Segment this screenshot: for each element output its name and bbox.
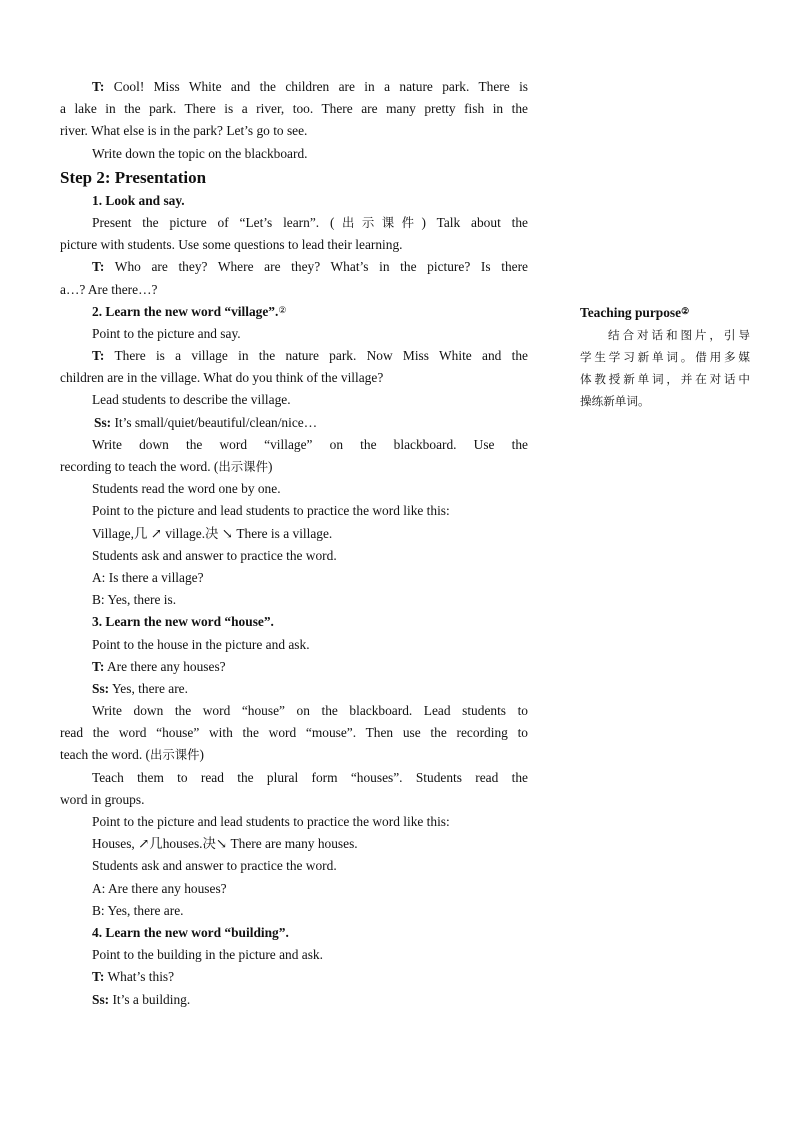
footnote-mark: ② xyxy=(278,304,287,315)
teaching-purpose-note xyxy=(580,302,750,412)
paragraph-line: A: Are there any houses? xyxy=(92,880,227,896)
paragraph-line: T: There is a village in the nature park. Now Miss White and the xyxy=(92,348,528,364)
paragraph-line: Ss: It’s small/quiet/beautiful/clean/nice… xyxy=(94,414,318,430)
paragraph-line: Village,几 ↗ village.决 ↘ There is a village. xyxy=(92,525,333,541)
paragraph-line: recording to teach the word. (出示课件) xyxy=(60,459,273,474)
section-title: 3. Learn the new word “house”. xyxy=(92,614,274,630)
paragraph-line: A: Is there a village? xyxy=(92,569,204,585)
paragraph-line: Students ask and answer to practice the word. xyxy=(92,547,337,563)
note-text xyxy=(580,324,750,412)
note-line: 结合对话和图片，引导 xyxy=(608,328,750,342)
paragraph-line: river. What else is in the park? Let’s go to see. xyxy=(60,123,308,139)
paragraph-line: read the word “house” with the word “mouse”. Then use the recording to xyxy=(60,725,528,741)
paragraph-line: Lead students to describe the village. xyxy=(92,392,291,408)
paragraph-line: picture with students. Use some questions to lead their learning. xyxy=(60,237,403,253)
paragraph-line: Write down the word “village” on the blackboard. Use the xyxy=(92,436,528,452)
paragraph-line: T: Are there any houses? xyxy=(92,658,226,674)
paragraph-line: Teach them to read the plural form “houses”. Students read the xyxy=(92,769,528,785)
paragraph-line: Point to the picture and lead students to practice the word like this: xyxy=(92,503,450,519)
paragraph-line: B: Yes, there is. xyxy=(92,592,177,608)
note-line: 体教授新单词，并在对话中 xyxy=(580,372,750,386)
paragraph-line: T: What’s this? xyxy=(92,969,175,985)
paragraph-line: word in groups. xyxy=(60,791,145,807)
paragraph-line: Ss: Yes, there are. xyxy=(92,680,188,696)
note-title: Teaching purpose② xyxy=(580,305,690,320)
footnote-mark: ② xyxy=(681,306,690,316)
paragraph-line: teach the word. (出示课件) xyxy=(60,747,205,763)
paragraph-line: T: Who are they? Where are they? What’s in the picture? Is there xyxy=(92,259,528,275)
paragraph-line: Write down the word “house” on the blackboard. Lead students to xyxy=(92,703,528,719)
paragraph-line: Ss: It’s a building. xyxy=(92,991,191,1007)
paragraph-line: Houses, ↗几houses.决↘ There are many houses. xyxy=(92,836,358,852)
paragraph-line: a lake in the park. There is a river, too. There are many pretty fish in the xyxy=(60,101,528,117)
paragraph-line: Students read the word one by one. xyxy=(92,481,281,497)
section-title: 4. Learn the new word “building”. xyxy=(92,924,289,940)
paragraph-line: Present the picture of “Let’s learn”. (出示课件) Talk about the xyxy=(92,214,528,230)
paragraph-line: Students ask and answer to practice the word. xyxy=(92,858,337,874)
lesson-plan-body xyxy=(60,76,528,1011)
section-title: 2. Learn the new word “village”.② xyxy=(92,303,287,319)
paragraph-line: children are in the village. What do you think of the village? xyxy=(60,370,384,386)
paragraph-line: Point to the picture and say. xyxy=(92,325,241,341)
paragraph-line: T: Cool! Miss White and the children are in a nature park. There is xyxy=(92,79,528,94)
paragraph-line: B: Yes, there are. xyxy=(92,902,184,918)
paragraph-line: a…? Are there…? xyxy=(60,281,158,297)
note-line: 学生学习新单词。借用多媒 xyxy=(580,350,750,364)
section-title: 1. Look and say. xyxy=(92,192,185,208)
note-line: 操练新单词。 xyxy=(580,394,650,408)
paragraph-line: Point to the picture and lead students to practice the word like this: xyxy=(92,814,450,829)
paragraph-line: Point to the house in the picture and ask. xyxy=(92,636,310,652)
paragraph-line: Point to the building in the picture and ask. xyxy=(92,947,323,963)
step-heading: Step 2: Presentation xyxy=(60,167,207,187)
paragraph-line: Write down the topic on the blackboard. xyxy=(92,145,308,161)
